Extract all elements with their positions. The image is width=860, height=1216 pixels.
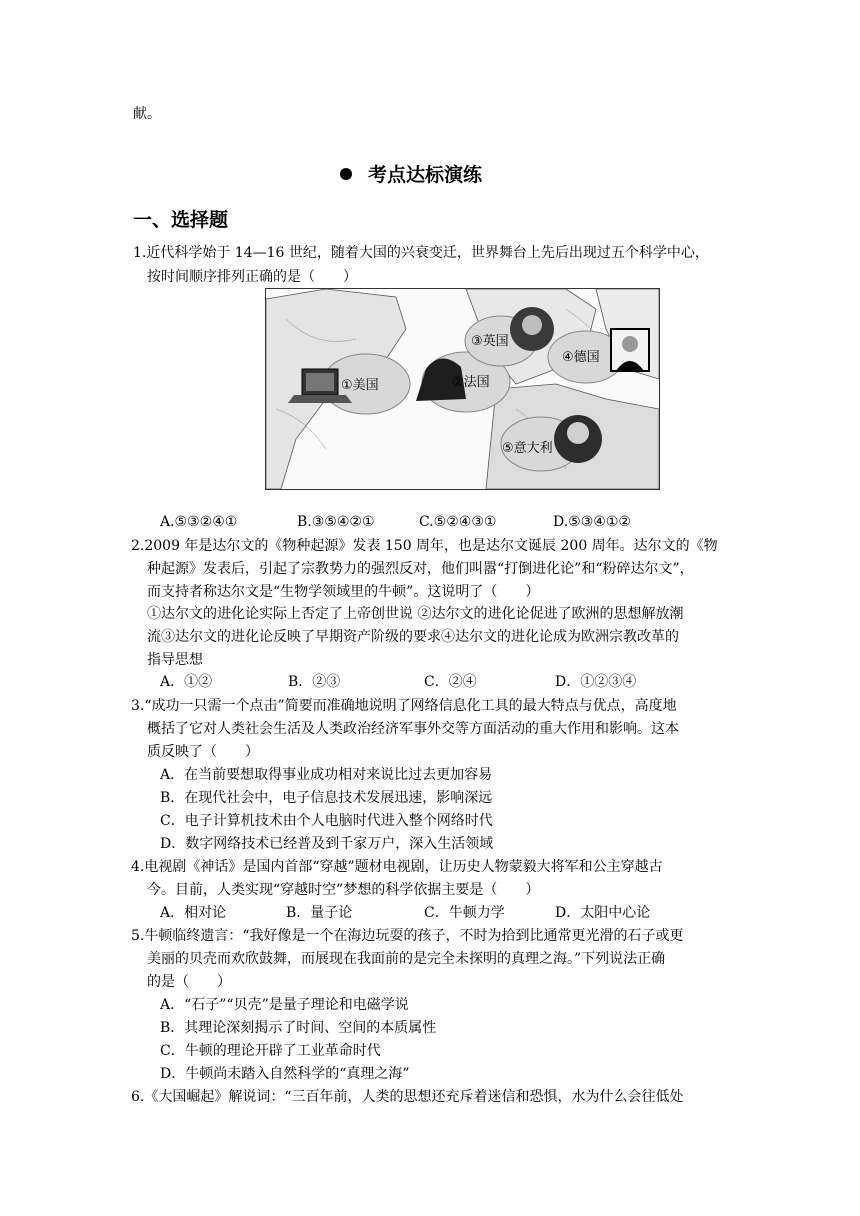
q2-line-3: 而支持者称达尔文是“生物学领域里的牛顿”。这说明了（ ）: [147, 584, 540, 600]
q2-option-d: D．①②③④: [555, 674, 637, 690]
label-usa: ①美国: [341, 378, 379, 393]
label-italy: ⑤意大利: [502, 441, 553, 456]
section-title: [340, 160, 482, 187]
label-france: ②法国: [452, 375, 490, 390]
q1-option-a: A.⑤③②④①: [160, 514, 238, 530]
q2-line-4: ①达尔文的进化论实际上否定了上帝创世说 ②达尔文的进化论促进了欧洲的思想解放潮: [147, 606, 684, 622]
q5-option-d: D．牛顿尚未踏入自然科学的“真理之海”: [160, 1066, 410, 1082]
q5-option-b: B．其理论深刻揭示了时间、空间的本质属性: [160, 1020, 437, 1036]
label-britain: ③英国: [471, 334, 509, 349]
q4-option-a: A．相对论: [160, 905, 227, 921]
q5-line-3: 的是（ ）: [147, 974, 231, 990]
q3-option-a: A．在当前要想取得事业成功相对来说比过去更加容易: [160, 767, 493, 783]
q1-option-b: B.③⑤④②①: [297, 514, 375, 530]
q1-line-1: 1.近代科学始于 14—16 世纪，随着大国的兴衰变迁，世界舞台上先后出现过五个科学中心，: [133, 245, 709, 261]
q2-line-2: 种起源》发表后，引起了宗教势力的强烈反对，他们叫嚣“打倒进化论”和“粉碎达尔文”，: [147, 561, 694, 577]
q2-line-6: 指导思想: [147, 652, 203, 668]
q4-option-c: C．牛顿力学: [424, 905, 505, 921]
q1-line-2: 按时间顺序排列正确的是（ ）: [147, 269, 357, 285]
q3-option-d: D．数字网络技术已经普及到千家万户，深入生活领域: [160, 836, 494, 852]
section-title-text: 考点达标演练: [368, 164, 483, 186]
q5-option-c: C．牛顿的理论开辟了工业革命时代: [160, 1043, 381, 1059]
q3-line-2: 概括了它对人类社会生活及人类政治经济军事外交等方面活动的重大作用和影响。这本: [147, 721, 679, 737]
q1-option-c: C.⑤②④③①: [419, 514, 497, 530]
q4-line-2: 今。目前，人类实现“穿越时空”梦想的科学依据主要是（ ）: [147, 882, 540, 898]
q6-line-1: 6.《大国崛起》解说词：“三百年前，人类的思想还充斥着迷信和恐惧，水为什么会往低处: [131, 1089, 684, 1105]
q3-line-3: 质反映了（ ）: [147, 744, 259, 760]
q2-option-c: C．②④: [424, 674, 477, 690]
q2-line-1: 2.2009 年是达尔文的《物种起源》发表 150 周年，也是达尔文诞辰 200 周年。达尔文的《物: [131, 538, 718, 554]
intro-tail-text: 献。: [133, 106, 161, 122]
q5-option-a: A．“石子”“贝壳”是量子理论和电磁学说: [160, 997, 409, 1013]
part-heading: 一、选择题: [133, 209, 229, 231]
q1-option-d: D.⑤③④①②: [553, 514, 631, 530]
q3-option-c: C．电子计算机技术由个人电脑时代进入整个网络时代: [160, 813, 493, 829]
q2-option-b: B．②③: [288, 674, 341, 690]
q5-line-1: 5.牛顿临终遗言：“我好像是一个在海边玩耍的孩子，不时为拾到比通常更光滑的石子或更: [131, 928, 684, 944]
q4-option-b: B．量子论: [286, 905, 353, 921]
q2-option-a: A．①②: [160, 674, 213, 690]
label-germany: ④德国: [562, 350, 600, 365]
q3-option-b: B．在现代社会中，电子信息技术发展迅速，影响深远: [160, 790, 493, 806]
bullet-icon: [340, 168, 352, 180]
q2-options: [160, 672, 636, 692]
q4-line-1: 4.电视剧《神话》是国内首部“穿越”题材电视剧，让历史人物蒙毅大将军和公主穿越古: [131, 859, 663, 875]
q1-options: [160, 512, 631, 532]
q4-options: [160, 903, 650, 923]
map-illustration: [266, 289, 659, 489]
q5-line-2: 美丽的贝壳而欢欣鼓舞，而展现在我面前的是完全未探明的真理之海。”下列说法正确: [147, 951, 666, 967]
q2-line-5: 流③达尔文的进化论反映了早期资产阶级的要求④达尔文的进化论成为欧洲宗教改革的: [147, 629, 679, 645]
q4-option-d: D．太阳中心论: [555, 905, 651, 921]
q3-line-1: 3.“成功一只需一个点击”简要而准确地说明了网络信息化工具的最大特点与优点，高度地: [131, 698, 677, 714]
science-centers-map: [265, 288, 660, 490]
